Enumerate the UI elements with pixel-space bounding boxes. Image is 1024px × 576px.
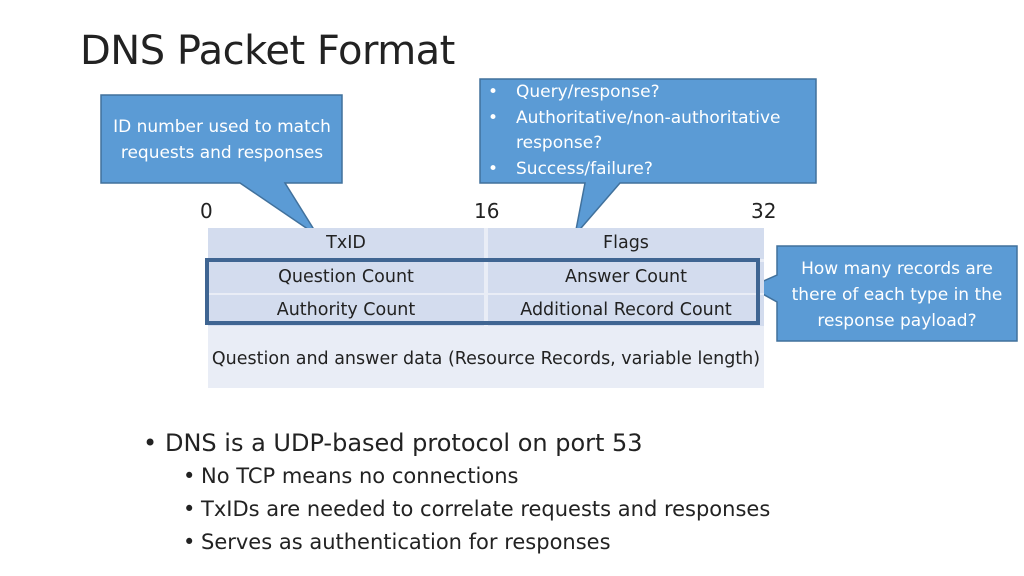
record-counts-highlight (205, 258, 760, 325)
bit-ruler-middle: 16 (474, 199, 500, 223)
bullet-list (143, 426, 770, 559)
flags-note-item: • Query/response? (488, 80, 818, 106)
bullet-sub: • TxIDs are needed to correlate requests and responses (143, 493, 770, 526)
field-flags: Flags (488, 228, 764, 259)
field-additional-record-count: Additional Record Count (488, 295, 764, 326)
bullet-main: • DNS is a UDP-based protocol on port 53 (143, 426, 770, 460)
bit-ruler-end: 32 (751, 199, 777, 223)
id-callout-text: ID number used to match requests and responses (113, 117, 331, 163)
slide-title: DNS Packet Format (80, 28, 455, 74)
flags-callout-text (488, 80, 818, 182)
bit-ruler-start: 0 (200, 199, 213, 223)
bullet-sub: • Serves as authentication for responses (143, 526, 770, 559)
field-authority-count: Authority Count (208, 295, 484, 326)
records-callout-text: How many records are there of each type in the response payload? (791, 259, 1003, 331)
field-txid: TxID (208, 228, 484, 259)
flags-note-item: • Success/failure? (488, 157, 818, 183)
field-answer-count: Answer Count (488, 262, 764, 293)
flags-note-item: • Authoritative/non-authoritative response? (488, 106, 818, 157)
field-resource-records: Question and answer data (Resource Records, variable length) (211, 349, 761, 369)
field-question-count: Question Count (208, 262, 484, 293)
bullet-sub: • No TCP means no connections (143, 460, 770, 493)
